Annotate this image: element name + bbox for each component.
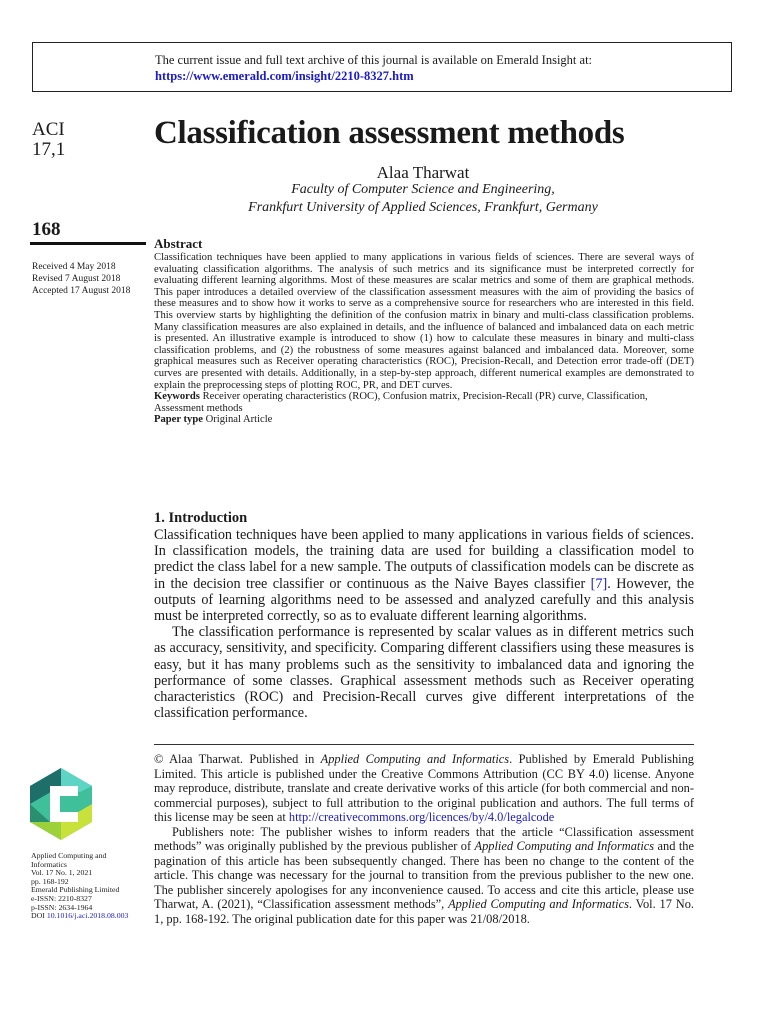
- paper-type-label: Paper type: [154, 414, 203, 426]
- info-line: Applied Computing and: [31, 851, 107, 860]
- article-dates: [32, 261, 130, 297]
- text: Classification techniques have been applied to many applications in various fields of sciences. In classification models, the training data are used for building a classification model to predict the class label for a new sample. The outputs of classification models can be discrete as in the decision tree classifier or continuous as the Naive Bayes classifier: [154, 527, 694, 592]
- info-line: Vol. 17 No. 1, 2021: [31, 868, 93, 878]
- keywords: [154, 391, 694, 414]
- license-link[interactable]: http://creativecommons.org/licences/by/4.0/legalcode: [288, 810, 555, 824]
- affiliation: [0, 181, 768, 217]
- journal-logo-icon: [30, 768, 92, 840]
- paper-title: Classification assessment methods: [154, 115, 625, 151]
- journal-name: Applied Computing and Informatics: [448, 897, 629, 911]
- accepted-date: Accepted 17 August 2018: [32, 286, 131, 296]
- abstract: [154, 236, 694, 426]
- abstract-heading: Abstract: [154, 236, 203, 251]
- doi-label: DOI: [31, 911, 45, 921]
- journal-volume: [32, 120, 65, 160]
- paragraph: The classification performance is represented by scalar values as in different metrics such as accuracy, sensitivity, and specificity. Comparing different classifiers using these measures is easy, but it has many problems such as the sensitivity to imbalanced data and ignoring the performance of some classes. Graphical assessment methods such as Receiver operating characteristics (ROC) and Precision-Recall curves give different interpretations of the classification performance.: [154, 624, 694, 722]
- text: . However, the outputs of learning algorithms need to be assessed and analyzed carefully and this analysis must be interpreted correctly, so as to evaluate different learning algorithms.: [154, 575, 695, 625]
- paragraph: [154, 527, 694, 624]
- citation-link[interactable]: [7]: [590, 575, 608, 592]
- keywords-text: Receiver operating characteristics (ROC), Confusion matrix, Precision-Recall (PR) curve, Classification, Assessment methods: [154, 391, 648, 414]
- info-line: pp. 168-192: [31, 876, 69, 886]
- license-paragraph: [154, 752, 694, 825]
- journal-abbr: ACI: [32, 119, 65, 140]
- text: and the pagination of this article has been subsequently changed. There has been no change to the content of the article. This change was necessary for the journal to transition from the previous publisher to the new one. The publisher sincerely apologises for any inconvenience caused. To access and cite this article, please use Tharwat, A. (2021), “Classification assessment methods”,: [154, 839, 694, 911]
- introduction-section: [154, 510, 694, 721]
- access-notice-box: [32, 42, 732, 92]
- keywords-label: Keywords: [154, 391, 200, 403]
- affiliation-line: Faculty of Computer Science and Engineering,: [291, 182, 555, 197]
- text: . Vol. 17 No. 1, pp. 168-192. The original publication date for this paper was 21/08/2018.: [154, 897, 694, 926]
- footnote-divider: [154, 744, 694, 745]
- text: Publishers note: The publisher wishes to inform readers that the article “Classification assessment methods” was originally published by the previous publisher of: [154, 824, 694, 853]
- text: © Alaa Tharwat. Published in: [154, 752, 321, 766]
- journal-url-link[interactable]: https://www.emerald.com/insight/2210-8327.htm: [155, 69, 414, 83]
- journal-name: Applied Computing and Informatics: [320, 752, 510, 766]
- doi: [31, 912, 128, 921]
- revised-date: Revised 7 August 2018: [32, 274, 121, 284]
- text: . Published by Emerald Publishing Limited. This article is published under the Creative Commons Attribution (CC BY 4.0) license. Anyone may reproduce, distribute, translate and create derivative works of this article (for both commercial and non-commercial purposes), subject to full attribution to the original publication and authors. The full terms of this license may be seen at: [154, 752, 694, 824]
- page-number: 168: [32, 219, 61, 240]
- author: Alaa Tharwat: [376, 163, 470, 182]
- access-notice: The current issue and full text archive of this journal is available on Emerald Insight at:: [155, 53, 593, 67]
- affiliation-line: Frankfurt University of Applied Sciences, Frankfurt, Germany: [248, 200, 598, 215]
- copyright-notice: [154, 752, 694, 926]
- publisher-note: [154, 825, 694, 927]
- info-line: e-ISSN: 2210-8327: [31, 893, 92, 903]
- section-heading: 1. Introduction: [154, 510, 248, 526]
- info-line: p-ISSN: 2634-1964: [31, 902, 93, 912]
- received-date: Received 4 May 2018: [32, 262, 116, 272]
- volume: 17,1: [32, 139, 66, 160]
- abstract-text: Classification techniques have been applied to many applications in various fields of sciences. There are several ways of evaluating classification algorithms. The analysis of such metrics and its significance must be interpreted correctly for evaluating different learning algorithms. Most of these measures are scalar metrics and some of them are graphical methods. This paper introduces a detailed overview of the classification assessment measures with the aim of providing the basics of these measures and to show how it works to serve as a comprehensive source for researchers who are interested in this field. This overview starts by highlighting the definition of the confusion matrix in binary and multi-class classification problems. Many classification measures are also explained in details, and the influence of balanced and imbalanced data on each metric is presented. An illustrative example is introduced to show (1) how to calculate these measures in binary and multi-class classification problems, and (2) the robustness of some measures against balanced and imbalanced data. Moreover, some graphical measures such as Receiver operating characteristics (ROC), Precision-Recall, and Detection error trade-off (DET) curves are presented with details. Additionally, in a step-by-step approach, different numerical examples are demonstrated to explain the preprocessing steps of plotting ROC, PR, and DET curves.: [154, 252, 694, 391]
- journal-name: Applied Computing and Informatics: [474, 839, 655, 853]
- journal-info: [31, 852, 128, 921]
- paper-type-value: Original Article: [205, 414, 273, 426]
- info-line: Emerald Publishing Limited: [31, 885, 120, 895]
- info-line: Informatics: [31, 859, 67, 869]
- doi-link[interactable]: 10.1016/j.aci.2018.08.003: [46, 911, 129, 921]
- paper-type: [154, 414, 694, 426]
- divider: [30, 242, 146, 245]
